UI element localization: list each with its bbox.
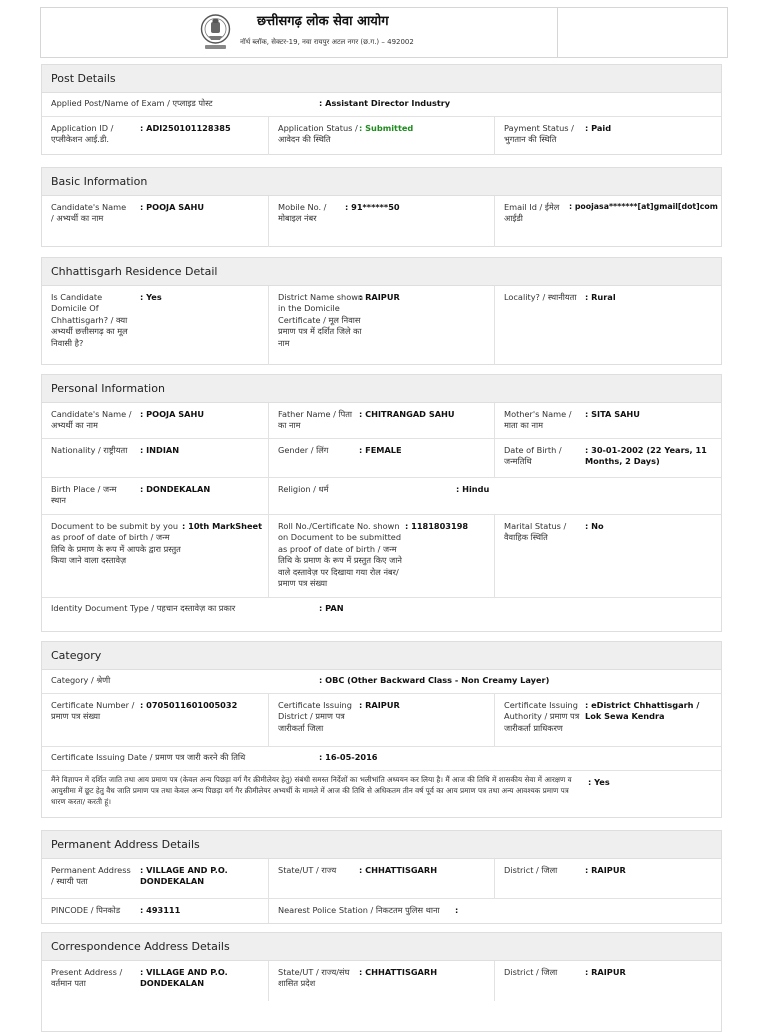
issuing-authority-value: : eDistrict Chhattisgarh / Lok Sewa Kendra xyxy=(585,700,700,722)
state-emblem-icon xyxy=(199,12,232,52)
personal-name-label: Candidate's Name / अभ्यर्थी का नाम xyxy=(51,409,132,431)
religion-label: Religion / धर्म xyxy=(278,484,329,494)
payment-status-label: Payment Status / भुगतान की स्थिति xyxy=(504,123,574,145)
father-name-value: : CHITRANGAD SAHU xyxy=(359,409,455,419)
application-id-value: : ADI250101128385 xyxy=(140,123,231,133)
gender-label: Gender / लिंग xyxy=(278,445,329,455)
permanent-address-value: : VILLAGE AND P.O. DONDEKALAN xyxy=(140,865,228,887)
category-section xyxy=(41,641,722,818)
page-header xyxy=(40,7,728,58)
section-title: Correspondence Address Details xyxy=(42,933,721,961)
correspondence-address-section xyxy=(41,932,722,1032)
permanent-state-value: : CHHATTISGARH xyxy=(359,865,438,875)
section-title: Personal Information xyxy=(42,375,721,403)
application-status-label: Application Status / आवेदन की स्थिति xyxy=(278,123,358,145)
section-title: Post Details xyxy=(42,65,721,93)
section-title: Permanent Address Details xyxy=(42,831,721,859)
marital-status-value: : No xyxy=(585,521,604,531)
organization-name: छत्तीसगढ़ लोक सेवा आयोग xyxy=(257,14,389,29)
organization-address: नॉर्थ ब्लॉक, सेक्टर-19, नवा रायपुर अटल नगर (छ.ग.) – 492002 xyxy=(240,38,414,46)
locality-value: : Rural xyxy=(585,292,616,302)
post-details-section xyxy=(41,64,722,155)
section-title: Basic Information xyxy=(42,168,721,196)
birth-place-value: : DONDEKALAN xyxy=(140,484,211,494)
present-district-label: District / जिला xyxy=(504,967,558,977)
present-state-value: : CHHATTISGARH xyxy=(359,967,438,977)
roll-number-label: Roll No./Certificate No. shown on Document to be submitted as proof of date of birth / जन्म तिथि के प्रमाण के रूप में प्रस्तुत किए जाने वाले दस्तावेज़ पर दिखाया गया रोल नंबर/प्रमाण पत्र संख्या xyxy=(278,521,402,589)
present-district-value: : RAIPUR xyxy=(585,967,626,977)
locality-label: Locality? / स्थानीयता xyxy=(504,292,577,302)
declaration-value: : Yes xyxy=(588,777,610,787)
domicile-value: : Yes xyxy=(140,292,162,302)
permanent-address-section xyxy=(41,830,722,924)
section-title: Chhattisgarh Residence Detail xyxy=(42,258,721,286)
personal-name-value: : POOJA SAHU xyxy=(140,409,205,419)
domicile-district-label: District Name shown in the Domicile Certificate / मूल निवास प्रमाण पत्र में दर्शित जिले का नाम xyxy=(278,292,364,348)
issuing-district-label: Certificate Issuing District / प्रमाण पत्र जारीकर्ता जिला xyxy=(278,700,352,733)
email-value: : poojasa*******[at]gmail[dot]com xyxy=(569,202,718,211)
applied-post-label: Applied Post/Name of Exam / एप्लाइड पोस्ट xyxy=(51,98,213,108)
pincode-label: PINCODE / पिनकोड xyxy=(51,905,121,915)
present-state-label: State/UT / राज्य/संघ शासित प्रदेश xyxy=(278,967,350,989)
religion-value: : Hindu xyxy=(456,484,490,494)
residence-detail-section xyxy=(41,257,722,365)
identity-document-value: : PAN xyxy=(319,603,344,613)
permanent-address-label: Permanent Address / स्थायी पता xyxy=(51,865,131,887)
personal-information-section xyxy=(41,374,722,632)
birth-place-label: Birth Place / जन्म स्थान xyxy=(51,484,117,506)
dob-document-label: Document to be submit by you as proof of date of birth / जन्म तिथि के प्रमाण के रूप में आपके द्वारा प्रस्तुत किया जाने वाला दस्तावेज़ xyxy=(51,521,181,566)
certificate-number-value: : 0705011601005032 xyxy=(140,700,238,710)
roll-number-value: : 1181803198 xyxy=(405,521,469,531)
marital-status-label: Marital Status / वैवाहिक स्थिति xyxy=(504,521,567,543)
mobile-value: : 91******50 xyxy=(345,202,400,212)
domicile-district-value: : RAIPUR xyxy=(359,292,400,302)
nationality-value: : INDIAN xyxy=(140,445,180,455)
declaration-text: मैंने विज्ञापन में दर्शित जाति तथा आय प्रमाण पत्र (केवल अन्य पिछड़ा वर्ग गैर क्रीमीलेयर हेतु) संबंधी समस्त निर्देशों का भलीभांति अध्ययन कर लिया है। मैं आज की तिथि में शासकीय सेवा में आरक्षण व आयुसीमा में छूट हेतु वैध जाति प्रमाण पत्र तथा केवल अन्य पिछड़ा वर्ग गैर क्रीमीलेयर अभ्यर्थी के मामले में आज की तिथि से अधिकतम तीन वर्ष पूर्व का आय प्रमाण पत्र तथा अन्य आवश्यक प्रमाण पत्र धारण करता/ करती हूं। xyxy=(51,775,572,806)
category-label: Category / श्रेणी xyxy=(51,675,111,685)
police-station-label: Nearest Police Station / निकटतम पुलिस थाना xyxy=(278,905,440,915)
candidate-name-label: Candidate's Name / अभ्यर्थी का नाम xyxy=(51,202,127,224)
issuing-authority-label: Certificate Issuing Authority / प्रमाण पत्र जारीकर्ता प्राधिकरण xyxy=(504,700,580,733)
issuing-date-value: : 16-05-2016 xyxy=(319,752,378,762)
application-status-value: : Submitted xyxy=(359,123,414,133)
basic-information-section xyxy=(41,167,722,247)
issuing-district-value: : RAIPUR xyxy=(359,700,400,710)
identity-document-label: Identity Document Type / पहचान दस्तावेज़ का प्रकार xyxy=(51,603,236,613)
mother-name-value: : SITA SAHU xyxy=(585,409,640,419)
father-name-label: Father Name / पिता का नाम xyxy=(278,409,353,431)
pincode-value: : 493111 xyxy=(140,905,181,915)
nationality-label: Nationality / राष्ट्रीयता xyxy=(51,445,128,455)
domicile-label: Is Candidate Domicile Of Chhattisgarh? / क्या अभ्यर्थी छत्तीसगढ़ का मूल निवासी है? xyxy=(51,292,128,348)
category-value: : OBC (Other Backward Class - Non Creamy Layer) xyxy=(319,675,550,685)
present-address-label: Present Address / वर्तमान पता xyxy=(51,967,123,989)
police-station-value: : xyxy=(455,905,459,915)
application-id-label: Application ID / एप्लीकेशन आई.डी. xyxy=(51,123,114,145)
dob-value: : 30-01-2002 (22 Years, 11 Months, 2 Days) xyxy=(585,445,707,467)
permanent-state-label: State/UT / राज्य xyxy=(278,865,337,875)
dob-document-value: : 10th MarkSheet xyxy=(182,521,263,531)
permanent-district-value: : RAIPUR xyxy=(585,865,626,875)
mother-name-label: Mother's Name / माता का नाम xyxy=(504,409,572,431)
candidate-name-value: : POOJA SAHU xyxy=(140,202,205,212)
gender-value: : FEMALE xyxy=(359,445,402,455)
applied-post-value: : Assistant Director Industry xyxy=(319,98,451,108)
section-title: Category xyxy=(42,642,721,670)
permanent-district-label: District / जिला xyxy=(504,865,558,875)
email-label: Email Id / ईमेल आईडी xyxy=(504,202,560,224)
dob-label: Date of Birth / जन्मतिथि xyxy=(504,445,562,467)
certificate-number-label: Certificate Number / प्रमाण पत्र संख्या xyxy=(51,700,135,722)
present-address-value: : VILLAGE AND P.O. DONDEKALAN xyxy=(140,967,228,989)
payment-status-value: : Paid xyxy=(585,123,612,133)
issuing-date-label: Certificate Issuing Date / प्रमाण पत्र जारी करने की तिथि xyxy=(51,752,246,762)
mobile-label: Mobile No. / मोबाइल नंबर xyxy=(278,202,327,224)
